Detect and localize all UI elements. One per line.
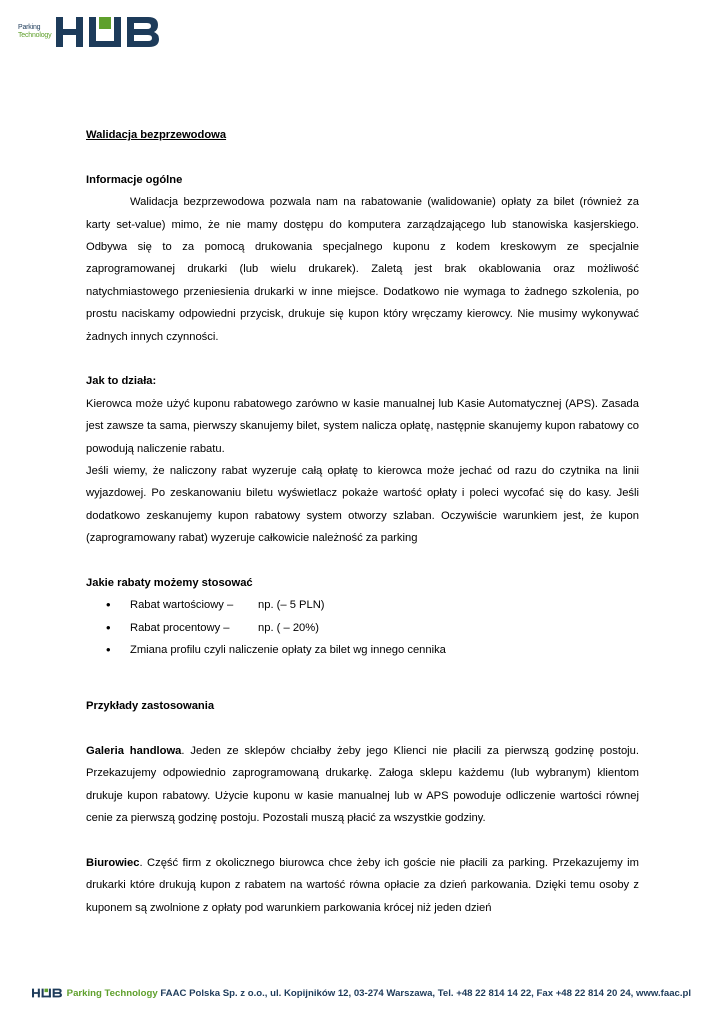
page-footer (32, 984, 702, 1004)
section-heading-how-it-works: Jak to działa: (86, 375, 157, 388)
document-title: Walidacja bezprzewodowa (86, 129, 227, 141)
paragraph-example-mall: Galeria handlowa. Jeden ze sklepów chciałby żeby jego Klienci nie płacili za pierwszą godzinę postoju. Przekazujemy odpowiednio zaprogramowaną drukarkę. Załoga sklepu każdemu (lub wybranym) klientom drukuje kupon rabatowy. Użycie kuponu w kasie manualnej lub w APS powoduje odliczenie wartości równej cenie za pierwszą godzinę postoju. Pozostali muszą płacić za wszystkie godziny. (86, 744, 639, 825)
list-item: • Zmiana profilu czyli naliczenie opłaty za bilet wg innego cennika (106, 639, 639, 661)
document-body (86, 124, 639, 919)
hub-logo-mark (56, 14, 166, 50)
hub-logo (18, 14, 168, 50)
section-heading-general: Informacje ogólne (86, 173, 183, 186)
footer-company-info: FAAC Polska Sp. z o.o., ul. Kopijników 12, 03-274 Warszawa, Tel. +48 22 814 14 22, Fax +48 22 814 20 24, www.faac.pl (160, 988, 692, 999)
paragraph-how-1: Kierowca może użyć kuponu rabatowego zarówno w kasie manualnej lub Kasie Automatycznej (APS). Zasada jest zawsze ta sama, pierwszy skanujemy bilet, system nalicza opłatę, następnie skanujemy kupon rabatowy co powodują naliczenie rabatu. (86, 397, 639, 455)
list-item: • Rabat procentowy – np. ( – 20%) (106, 617, 639, 639)
footer-hub-logo (32, 987, 64, 999)
discount-list (106, 594, 639, 661)
list-item: • Rabat wartościowy – np. (– 5 PLN) (106, 594, 639, 616)
section-heading-discounts: Jakie rabaty możemy stosować (86, 577, 253, 590)
paragraph-general: Walidacja bezprzewodowa pozwala nam na rabatowanie (walidowanie) opłaty za bilet (również za karty set-value) mimo, że nie mamy dostępu do komputera zarządzającego lub stanowiska kasjerskiego. Odbywa się to za pomocą drukowania specjalnego kuponu z kodem kreskowym ze specjalnie zaprogramowanej drukarki (lub wielu drukarek). Zaletą jest brak okablowania oraz możliwość natychmiastowego przeniesienia drukarki w inne miejsce. Dodatkowo nie wymaga to żadnego szkolenia, po prostu naciskamy odpowiedni przycisk, drukuje się kupon który wręczamy kierowcy. Nie musimy wykonywać żadnych innych czynności. (86, 196, 639, 343)
logo-small-text: Parking Technology (18, 24, 52, 39)
footer-brand: Parking Technology (66, 988, 158, 999)
paragraph-example-office: Biurowiec. Część firm z okolicznego biurowca chce żeby ich goście nie płacili za parking. Przekazujemy im drukarki które drukują kupon z rabatem na wartość równa opłacie za dzień parkowania. Dzięki temu osoby z kuponem są zwolnione z opłaty pod warunkiem parkowania krócej niż jeden dzień (86, 856, 639, 914)
paragraph-how-2: Jeśli wiemy, że naliczony rabat wyzeruje całą opłatę to kierowca może jechać od razu do czytnika na linii wyjazdowej. Po zeskanowaniu biletu wyświetlacz pokaże wartość opłaty i poleci wycofać się do kasy. Jeśli dodatkowo zeskanujemy kupon rabatowy system otworzy szlaban. Oczywiście warunkiem jest, że kupon (zaprogramowany rabat) wyzeruje całkowicie należność za parking (86, 465, 639, 545)
section-heading-examples: Przykłady zastosowania (86, 700, 215, 713)
